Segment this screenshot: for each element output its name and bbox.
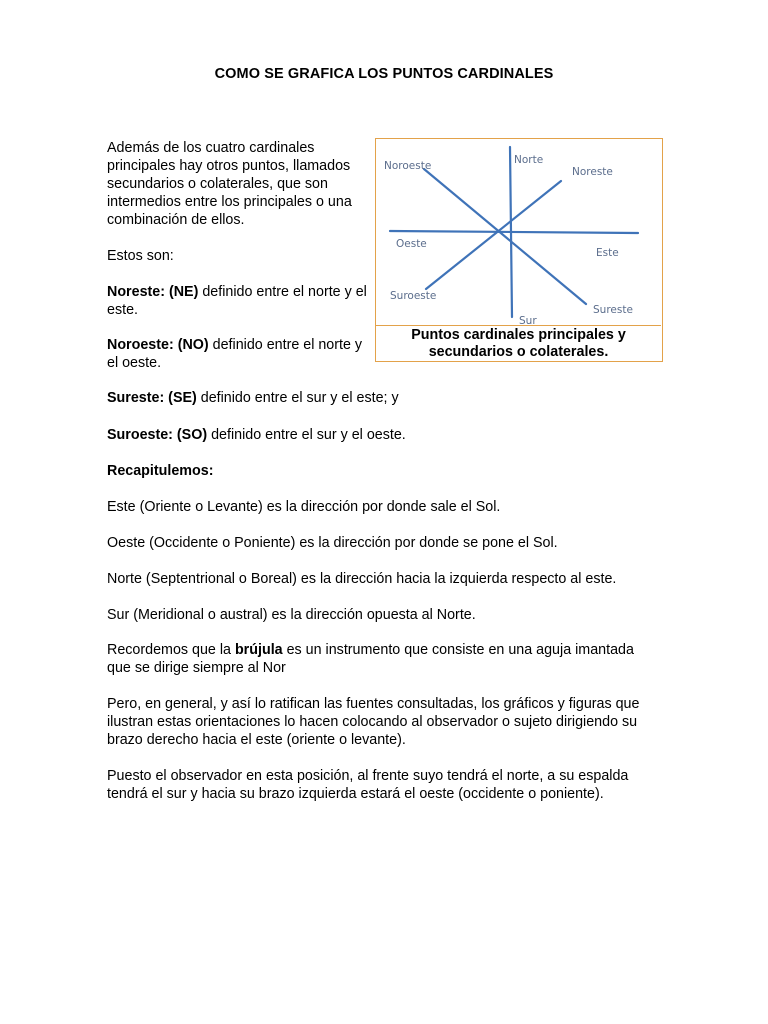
definition-text: definido entre el norte y el este. [107, 284, 367, 318]
line-northwest-southeast [424, 169, 586, 304]
recap-heading-text: Recapitulemos: [107, 463, 214, 479]
line-west-east [390, 231, 638, 233]
pero-paragraph: Pero, en general, y así lo ratifican las fuentes consultadas, los gráficos y figuras que ilustran estas orientaciones lo hacen colocando al observador o sujeto dirigiendo su brazo derecho hacia el este (oriente o levante). [107, 696, 640, 748]
compass-diagram [376, 139, 661, 325]
definition-text: definido entre el norte y el oeste. [107, 337, 363, 371]
definition-term: Suroeste: (SO) [107, 427, 208, 443]
label-este: Este [596, 247, 619, 259]
label-sureste: Sureste [593, 304, 633, 316]
label-sur: Sur [519, 315, 537, 325]
label-suroeste: Suroeste [390, 290, 437, 302]
line-southwest-northeast [426, 181, 561, 289]
definition-suroeste [107, 426, 652, 444]
figure-caption: Puntos cardinales principales y secundarios o colaterales. [376, 325, 661, 360]
recap-este: Este (Oriente o Levante) es la dirección por donde sale el Sol. [107, 499, 501, 515]
definition-term: Noreste: (NE) [107, 284, 199, 300]
recap-oeste: Oeste (Occidente o Poniente) es la dirección por donde se pone el Sol. [107, 535, 558, 551]
definition-term: Sureste: (SE) [107, 390, 197, 406]
definition-text: definido entre el sur y el oeste. [207, 427, 406, 443]
definition-sureste [107, 389, 652, 407]
brujula-before: Recordemos que la [107, 642, 235, 658]
brujula-paragraph [107, 641, 652, 677]
cardinal-points-figure [375, 138, 663, 362]
page-title: COMO SE GRAFICA LOS PUNTOS CARDINALES [214, 66, 554, 82]
recap-norte: Norte (Septentrional o Boreal) es la dirección hacia la izquierda respecto al este. [107, 571, 617, 587]
recap-heading [107, 462, 652, 480]
label-oeste: Oeste [396, 238, 427, 250]
brujula-term: brújula [234, 642, 283, 658]
label-noroeste: Noroeste [384, 160, 432, 172]
brujula-after: es un instrumento que consiste en una aguja imantada que se dirige siempre al Nor [107, 642, 634, 676]
definition-term: Noroeste: (NO) [107, 337, 209, 353]
label-norte: Norte [514, 154, 544, 166]
estos-son-line: Estos son: [107, 248, 174, 264]
definition-noreste [107, 283, 369, 319]
recap-sur: Sur (Meridional o austral) es la dirección opuesta al Norte. [107, 607, 476, 623]
intro-paragraph: Además de los cuatro cardinales principales hay otros puntos, llamados secundarios o colaterales, que son intermedios entre los principales o una combinación de ellos. [107, 140, 352, 228]
puesto-paragraph: Puesto el observador en esta posición, al frente suyo tendrá el norte, a su espalda tendrá el sur y hacia su brazo izquierda estará el oeste (occidente o poniente). [107, 768, 629, 802]
label-noreste: Noreste [572, 166, 613, 178]
definition-noroeste [107, 336, 369, 372]
definition-text: definido entre el sur y el este; y [196, 390, 399, 406]
